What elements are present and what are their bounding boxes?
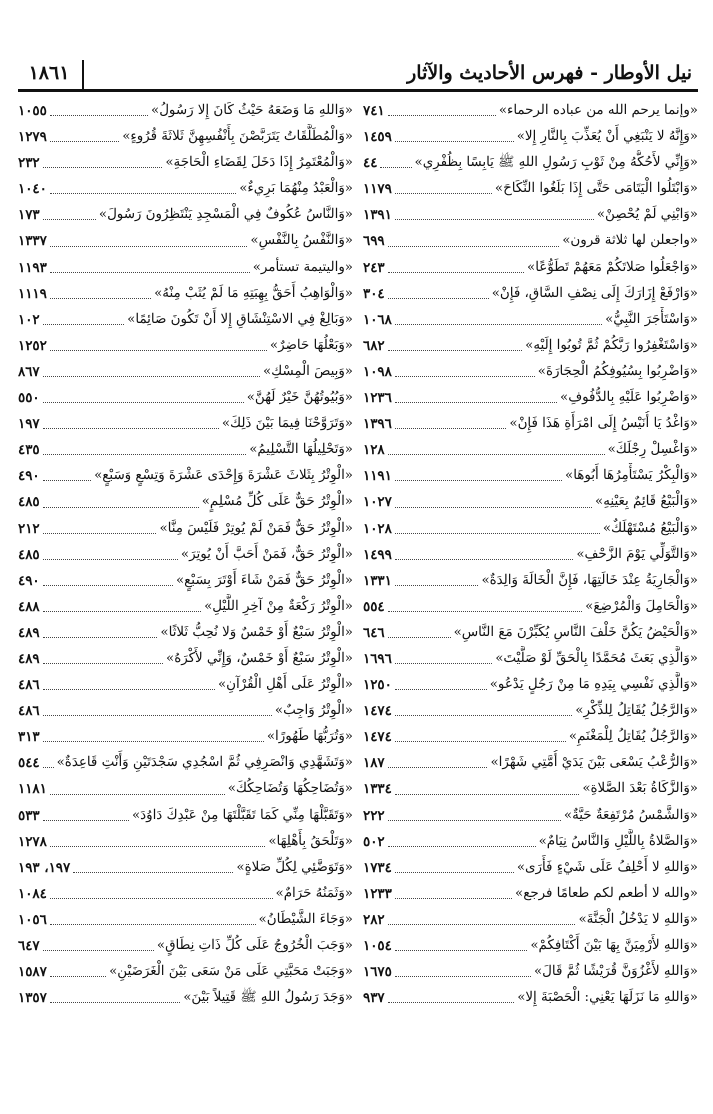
index-entry [363, 333, 698, 359]
page-header [18, 60, 696, 90]
dot-leader [50, 1001, 180, 1003]
index-entry [363, 411, 698, 437]
index-entry [18, 150, 353, 176]
dot-leader [50, 114, 148, 116]
dot-leader [50, 793, 225, 795]
index-entry [363, 437, 698, 463]
index-entry [363, 724, 698, 750]
hadith-reference-number: ١٣٣٧ [18, 233, 47, 250]
index-entry [18, 437, 353, 463]
index-entry [18, 594, 353, 620]
hadith-reference-number: ١٣٩٦ [363, 416, 392, 433]
hadith-text: «الْوِتْرُ حَقٌّ فَمَنْ لَمْ يُوتِرْ فَلَيْسَ مِنَّا» [159, 520, 353, 536]
index-entry [18, 98, 353, 124]
hadith-text: «وَتُضَاحِكُهَا وَتُضَاحِكُكَ» [227, 781, 353, 797]
index-entry [18, 202, 353, 228]
hadith-reference-number: ١٣٩١ [363, 207, 392, 224]
dot-leader [395, 871, 514, 873]
index-entry [363, 516, 698, 542]
hadith-reference-number: ٥٤٤ [18, 755, 40, 772]
hadith-reference-number: ١٥٨٧ [18, 964, 47, 981]
dot-leader [50, 349, 267, 351]
hadith-text: «وَارْفَعْ إِزَارَكَ إِلَى نِصْفِ السَّاقِ، فَإِنْ» [491, 285, 698, 301]
dot-leader [388, 819, 561, 821]
dot-leader [395, 506, 592, 508]
index-entry [18, 646, 353, 672]
hadith-text: «وَبَالِغْ فِي الاسْتِنْشَاقِ إِلا أَنْ تَكُونَ صَائِمًا» [127, 311, 353, 327]
dot-leader [43, 218, 96, 220]
dot-leader [395, 479, 562, 481]
index-entry [18, 881, 353, 907]
hadith-text: «وَالْوَاهِبُ أَحَقُّ بِهِبَتِهِ مَا لَمْ يُثَبْ مِنْهُ» [154, 285, 353, 301]
dot-leader [43, 610, 202, 612]
hadith-text: «وَالْعَبْدُ مِنْهُمَا بَرِيءٌ» [239, 181, 353, 197]
dot-leader [43, 636, 158, 638]
hadith-text: «الْوِتْرُ عَلَى أَهْلِ الْقُرْآنِ» [217, 677, 353, 693]
hadith-text: «وَاغْسِلْ رِجْلَكَ» [607, 442, 698, 458]
hadith-text: «الْوِتْرُ حَقٌّ، فَمَنْ أَحَبَّ أَنْ يُوتِرَ» [180, 546, 353, 562]
hadith-text: «وَاللهِ مَا وَضَعَهُ حَيْثُ كَانَ إِلا رَسُولُ» [151, 103, 353, 118]
dot-leader [388, 114, 496, 116]
hadith-text: «وَتُرَبُّهَا طَهُورًا» [266, 729, 353, 745]
index-entry [363, 150, 698, 176]
index-entry [363, 698, 698, 724]
hadith-reference-number: ١٩٧ [18, 416, 40, 433]
dot-leader [43, 453, 247, 455]
hadith-reference-number: ١٠٢ [18, 311, 40, 328]
hadith-text: «وَتَشَهَّدِي وَانْصَرِفِي ثُمَّ اسْجُدِي سَجْدَتَيْنِ وَأَنْتِ قَاعِدَةٌ» [56, 755, 353, 771]
hadith-text: «وَجَبَ الْخُرُوجُ عَلَى كُلِّ ذَاتِ نِطَاقٍ» [156, 938, 353, 953]
dot-leader [380, 166, 411, 168]
dot-leader [50, 297, 151, 299]
hadith-reference-number: ٤٩٠ [18, 468, 40, 485]
dot-leader [395, 401, 557, 403]
dot-leader [395, 558, 574, 560]
dot-leader [50, 845, 266, 847]
hadith-reference-number: ١٤٧٤ [363, 703, 392, 720]
hadith-reference-number: ١٢٣٦ [363, 390, 392, 407]
index-entry [18, 489, 353, 515]
hadith-text: «وَالَّذِي بَعَثَ مُحَمَّدًا بِالْحَقِّ لَوْ صَلَّيْتَ» [495, 650, 698, 666]
dot-leader [43, 375, 260, 377]
hadith-reference-number: ١٤٧٤ [363, 729, 392, 746]
dot-leader [43, 401, 244, 403]
hadith-reference-number: ٥٥٤ [363, 598, 385, 615]
index-entry [363, 829, 698, 855]
index-entry [363, 959, 698, 985]
dot-leader [388, 245, 560, 247]
dot-leader [50, 923, 256, 925]
hadith-reference-number: ٦٤٧ [18, 938, 40, 954]
page-number: ١٨٦١ [28, 62, 70, 84]
hadith-text: «وَإِنِّي لأَحُكُّهُ مِنْ ثَوْبِ رَسُولِ اللهِ ﷺ يَابِسًا بِظُفْرِي» [414, 155, 698, 171]
index-entry [363, 933, 698, 959]
index-entry [18, 724, 353, 750]
hadith-reference-number: ١٢٥٢ [18, 337, 47, 354]
hadith-reference-number: ١٣٣١ [363, 572, 392, 589]
hadith-text: «وَاسْتَغْفِرُوا رَبَّكُمْ ثُمَّ تُوبُوا إِلَيْهِ» [525, 337, 698, 353]
index-entry [18, 750, 353, 776]
hadith-reference-number: ١٣٣٤ [363, 781, 392, 798]
index-entry [18, 620, 353, 646]
dot-leader [388, 453, 605, 455]
dot-leader [43, 662, 163, 664]
hadith-reference-number: ٥٠٢ [363, 833, 385, 850]
hadith-reference-number: ١٠٨٤ [18, 885, 47, 902]
index-entry [363, 776, 698, 802]
hadith-reference-number: ١٧٣ [18, 207, 40, 224]
index-entry [363, 881, 698, 907]
dot-leader [388, 636, 451, 638]
dot-leader [395, 532, 600, 534]
hadith-reference-number: ٧٤١ [363, 103, 385, 119]
hadith-reference-number: ٩٣٧ [363, 990, 385, 1007]
hadith-text: «وَابْنِي لَمْ يُحْصِنْ» [596, 207, 698, 223]
hadith-text: «وَاضْرِبُوا بِسُيُوفِكُمُ الْحِجَارَةَ» [537, 363, 698, 379]
dot-leader [388, 766, 488, 768]
hadith-reference-number: ٢٨٢ [363, 911, 385, 928]
hadith-reference-number: ٢٣٢ [18, 155, 40, 172]
dot-leader [43, 584, 173, 586]
hadith-text: «وَالْحَامِلَ وَالْمُرْضِعَ» [585, 598, 698, 614]
hadith-text: «واجعلن لها ثلاثة قرون» [562, 233, 698, 249]
hadith-text: «وَاللهِ لأَغْزُوَنَّ قُرَيْشًا ثُمَّ قَالَ» [533, 964, 698, 980]
index-entry [18, 463, 353, 489]
hadith-text: «وَالتَّوَلِّي يَوْمَ الزَّحْفِ» [576, 546, 698, 562]
hadith-reference-number: ١٦٩٦ [363, 650, 392, 667]
dot-leader [395, 375, 535, 377]
index-entry [363, 176, 698, 202]
hadith-reference-number: ١١٩٣ [18, 259, 47, 276]
index-entry [18, 176, 353, 202]
index-entry [18, 385, 353, 411]
hadith-reference-number: ١٤٩٩ [363, 546, 392, 563]
dot-leader [388, 297, 489, 299]
hadith-reference-number: ٤٩٠ [18, 572, 40, 589]
hadith-reference-number: ١١٩١ [363, 468, 392, 485]
index-entry [363, 202, 698, 228]
index-entry [18, 855, 353, 881]
index-entry [363, 281, 698, 307]
index-entry [18, 255, 353, 281]
hadith-reference-number: ١٠٢٧ [363, 494, 392, 511]
hadith-reference-number: ١٠٢٨ [363, 520, 392, 537]
dot-leader [50, 975, 106, 977]
dot-leader [43, 532, 157, 534]
dot-leader [50, 192, 236, 194]
index-entry [363, 620, 698, 646]
right-column [363, 98, 698, 1011]
index-entry [18, 959, 353, 985]
dot-leader [43, 949, 154, 951]
hadith-reference-number: ١٧٣٤ [363, 859, 392, 876]
hadith-reference-number: ٤٨٥ [18, 494, 40, 511]
hadith-text: «وَتَلْحَقُ بِأَهْلِهَا» [268, 833, 353, 849]
dot-leader [395, 688, 487, 690]
index-entry [363, 463, 698, 489]
index-entry [363, 568, 698, 594]
dot-leader [388, 923, 576, 925]
dot-leader [388, 1001, 515, 1003]
index-entry [363, 98, 698, 124]
hadith-reference-number: ١٩٧، ١٩٣ [18, 859, 71, 876]
index-entry [18, 281, 353, 307]
dot-leader [395, 793, 580, 795]
hadith-text: «وَالرَّجُلُ يُقَاتِلُ لِلْمَغْنَمِ» [568, 729, 698, 745]
hadith-reference-number: ٢٢٢ [363, 807, 385, 824]
hadith-reference-number: ١٢٧٨ [18, 833, 47, 850]
hadith-text: «وَبِيصَ الْمِسْكِ» [262, 363, 353, 379]
dot-leader [73, 871, 233, 873]
hadith-text: «وَتَقَبَّلْهَا مِنِّي كَمَا تَقَبَّلْتَهَا مِنْ عَبْدِكَ دَاوُدَ» [131, 807, 353, 823]
dot-leader [43, 506, 199, 508]
hadith-text: «الْوِتْرُ حَقٌّ فَمَنْ شَاءَ أَوْتَرَ بِسَبْعٍ» [175, 572, 353, 588]
hadith-reference-number: ١٣٥٧ [18, 990, 47, 1007]
hadith-text: «وَتَحْلِيلُهَا التَّسْلِيمُ» [249, 442, 353, 458]
dot-leader [395, 897, 512, 899]
index-entry [363, 489, 698, 515]
hadith-reference-number: ٦٩٩ [363, 233, 385, 250]
dot-leader [43, 427, 219, 429]
index-entry [18, 829, 353, 855]
dot-leader [50, 271, 250, 273]
dot-leader [395, 740, 566, 742]
dot-leader [43, 166, 163, 168]
index-entry [18, 568, 353, 594]
hadith-reference-number: ٢٤٣ [363, 259, 385, 276]
hadith-text: «وَالْمُطَلَّقَاتُ يَتَرَبَّصْنَ بِأَنْفُسِهِنَّ ثَلاثَةَ قُرُوءٍ» [122, 129, 353, 145]
hadith-reference-number: ٦٤٦ [363, 624, 385, 641]
hadith-reference-number: ٤٤ [363, 155, 378, 172]
index-entry [18, 933, 353, 959]
hadith-reference-number: ١٠٩٨ [363, 363, 392, 380]
hadith-text: «وَاسْتَأْجَرَ النَّبِيُّ» [605, 311, 698, 327]
hadith-text: «وَثَمَنُهُ حَرَامٌ» [275, 885, 353, 901]
hadith-reference-number: ١٢٧٩ [18, 129, 47, 146]
hadith-reference-number: ١٢٨ [363, 442, 385, 459]
hadith-text: «وَالَّذِي نَفْسِي بِيَدِهِ مَا مِنْ رَجُلٍ يَدْعُو» [489, 677, 698, 693]
dot-leader [43, 323, 125, 325]
hadith-reference-number: ١٤٥٩ [363, 129, 392, 146]
hadith-reference-number: ٤٨٦ [18, 703, 40, 720]
index-entry [363, 985, 698, 1011]
hadith-text: «وَبَعْلُهَا حَاضِرٌ» [269, 337, 353, 353]
hadith-text: «وَاغْدُ يَا أُنَيْسُ إِلَى امْرَأَةِ هَذَا فَإِنْ» [509, 416, 698, 432]
hadith-text: «الْوِتْرُ رَكْعَةٌ مِنْ آخِرِ اللَّيْلِ» [204, 598, 353, 614]
hadith-text: «وَالْجَارِيَةُ عِنْدَ خَالَتِهَا، فَإِنَّ الْخَالَةَ وَالِدَةٌ» [481, 572, 698, 588]
hadith-text: «وَجَبَتْ مَحَبَّتِي عَلَى مَنْ سَعَى بَيْنَ الْغَرَضَيْنِ» [109, 964, 353, 980]
hadith-text: «وَاللهِ مَا نَزَلَهَا يَعْنِي: الْحَصْبَةَ إِلا» [517, 990, 698, 1006]
index-entry [18, 776, 353, 802]
index-entry [363, 359, 698, 385]
index-entry [363, 907, 698, 933]
index-entry [363, 750, 698, 776]
dot-leader [43, 688, 215, 690]
index-entry [363, 124, 698, 150]
hadith-text: «وَالرَّجُلُ يُقَاتِلُ لِلذِّكْرِ» [575, 703, 698, 719]
index-entry [363, 385, 698, 411]
dot-leader [395, 192, 492, 194]
hadith-reference-number: ٣١٣ [18, 729, 40, 746]
index-entry [18, 333, 353, 359]
index-entry [363, 594, 698, 620]
dot-leader [388, 349, 523, 351]
hadith-reference-number: ٤٨٩ [18, 650, 40, 667]
hadith-text: «الْوِتْرُ بِثَلاثَ عَشْرَةَ وَإِحْدَى عَشْرَةَ وَتِسْعٍ وَسَبْعٍ» [94, 468, 353, 484]
index-entry [18, 698, 353, 724]
hadith-text: «وَتَرَوَّحْنَا فِيمَا بَيْنَ ذَلِكَ» [221, 416, 353, 432]
index-entry [363, 855, 698, 881]
dot-leader [395, 218, 594, 220]
hadith-reference-number: ٤٨٦ [18, 677, 40, 694]
hadith-text: «وَالنَّفْسُ بِالنَّفْسِ» [250, 233, 353, 249]
hadith-text: «الْوِتْرُ سَبْعٌ أَوْ خَمْسٌ وَلا نُحِبُّ ثَلاثًا» [160, 624, 353, 640]
dot-leader [43, 479, 92, 481]
hadith-text: «وَالصَّلاةُ بِاللَّيْلِ وَالنَّاسُ نِيَامٌ» [538, 833, 698, 849]
hadith-reference-number: ١٠٥٤ [363, 938, 392, 954]
dot-leader [395, 975, 531, 977]
dot-leader [395, 140, 514, 142]
dot-leader [388, 845, 536, 847]
hadith-text: «وَالْبِكْرُ يَسْتَأْمِرُهَا أَبُوهَا» [565, 468, 698, 484]
hadith-reference-number: ٥٥٠ [18, 390, 40, 407]
hadith-text: «وَبُيُوتُهُنَّ خَيْرٌ لَهُنَّ» [246, 390, 353, 406]
index-entry [18, 228, 353, 254]
hadith-text: «الْوِتْرُ وَاجِبٌ» [274, 703, 353, 719]
index-entry [363, 228, 698, 254]
header-rule [18, 89, 698, 92]
hadith-text: «وإنما يرحم الله من عباده الرحماء» [498, 103, 698, 118]
hadith-text: «وَالْبَيْعُ مُسْتَهْلَكٌ» [602, 520, 698, 536]
hadith-text: «وَاللهِ لا أَحْلِفُ عَلَى شَيْءٍ فَأَرَى» [516, 859, 698, 875]
index-entry [18, 307, 353, 333]
hadith-text: «وَالْحَيْضُ يَكُنَّ خَلْفَ النَّاسِ يُكَبِّرْنَ مَعَ النَّاسِ» [453, 624, 698, 640]
index-entry [18, 124, 353, 150]
index-entry [363, 255, 698, 281]
dot-leader [395, 427, 507, 429]
index-entry [18, 359, 353, 385]
hadith-reference-number: ١١٨١ [18, 781, 47, 798]
dot-leader [395, 584, 479, 586]
index-entry [18, 985, 353, 1011]
hadith-reference-number: ١٢٣٣ [363, 885, 392, 902]
index-entry [363, 672, 698, 698]
dot-leader [388, 610, 583, 612]
hadith-text: «وَالنَّاسُ عُكُوفٌ فِي الْمَسْجِدِ يَنْتَظِرُونَ رَسُولَ» [98, 207, 353, 223]
hadith-text: «وَالرُّعْبُ يَسْعَى بَيْنَ يَدَيْ أُمَّتِي شَهْرًا» [490, 755, 698, 771]
hadith-text: «وَاضْرِبُوا عَلَيْهِ بِالدُّفُوفِ» [560, 390, 698, 406]
index-entry [363, 803, 698, 829]
hadith-text: «الْوِتْرُ حَقٌّ عَلَى كُلِّ مُسْلِمٍ» [201, 494, 353, 510]
dot-leader [50, 897, 273, 899]
hadith-reference-number: ٢١٢ [18, 520, 40, 537]
hadith-text: «وَالْمُعْتَمِرُ إِذَا دَخَلَ لِقَضَاءِ الْحَاجَةِ» [165, 155, 353, 171]
hadith-reference-number: ٤٨٥ [18, 546, 40, 563]
dot-leader [388, 271, 524, 273]
dot-leader [43, 740, 264, 742]
hadith-reference-number: ١٠٤٠ [18, 181, 47, 198]
dot-leader [395, 949, 528, 951]
dot-leader [43, 766, 54, 768]
index-entry [363, 542, 698, 568]
hadith-reference-number: ١٠٦٨ [363, 311, 392, 328]
hadith-text: «وَجَاءَ الشَّيْطَانُ» [258, 911, 353, 927]
dot-leader [43, 819, 129, 821]
hadith-reference-number: ٦٨٢ [363, 337, 385, 354]
hadith-text: «الْوِتْرُ سَبْعٌ أَوْ خَمْسٌ، وَإِنِّي لأَكْرَهُ» [166, 650, 353, 666]
hadith-text: «وَاللهِ لأَرْمِيَنَّ بِهَا بَيْنَ أَكْتَافِكُمْ» [530, 938, 698, 953]
hadith-reference-number: ٣٠٤ [363, 285, 385, 302]
index-entry [363, 307, 698, 333]
index-entry [18, 907, 353, 933]
hadith-text: «وَابْتَلُوا الْيَتَامَى حَتَّى إِذَا بَلَغُوا النِّكَاحَ» [494, 181, 698, 197]
dot-leader [43, 558, 178, 560]
hadith-text: «وَاجْعَلُوا صَلاتَكُمْ مَعَهُمْ تَطَوُّعًا» [527, 259, 698, 275]
hadith-text: «وَإِنَّهُ لا يَنْبَغِي أَنْ يُعَذِّبَ بِالنَّارِ إِلا» [516, 129, 698, 145]
hadith-text: «وَالشَّمْسُ مُرْتَفِعَةٌ حَيَّةٌ» [563, 807, 698, 823]
dot-leader [395, 714, 572, 716]
index-entry [18, 542, 353, 568]
hadith-reference-number: ١١٧٩ [363, 181, 392, 198]
hadith-reference-number: ٤٨٩ [18, 624, 40, 641]
dot-leader [395, 323, 602, 325]
dot-leader [50, 140, 119, 142]
left-column [18, 98, 353, 1011]
index-entry [363, 646, 698, 672]
index-entry [18, 411, 353, 437]
page-title: نيل الأوطار - فهرس الأحاديث والآثار [407, 62, 692, 84]
hadith-reference-number: ١٠٥٦ [18, 911, 47, 928]
hadith-reference-number: ١١١٩ [18, 285, 47, 302]
dot-leader [50, 245, 248, 247]
hadith-reference-number: ١٠٥٥ [18, 103, 47, 119]
hadith-reference-number: ٨٦٧ [18, 363, 40, 380]
hadith-text: «وَالْبَيْعُ قَائِمٌ بِعَيْنِهِ» [595, 494, 698, 510]
header-separator [82, 60, 84, 90]
hadith-reference-number: ١٦٧٥ [363, 964, 392, 981]
hadith-text: «وَالزَّكَاةُ بَعْدَ الصَّلاةِ» [582, 781, 698, 797]
hadith-reference-number: ٤٣٥ [18, 442, 40, 459]
index-entry [18, 516, 353, 542]
hadith-text: «وَتَوَضَّئِي لِكُلِّ صَلاةٍ» [236, 859, 353, 875]
hadith-reference-number: ١٢٥٠ [363, 677, 392, 694]
hadith-reference-number: ٥٣٣ [18, 807, 40, 824]
dot-leader [43, 714, 272, 716]
hadith-text: «وَجَدَ رَسُولُ اللهِ ﷺ قَتِيلاً بَيْنَ» [183, 990, 353, 1006]
dot-leader [395, 662, 492, 664]
index-entry [18, 803, 353, 829]
hadith-reference-number: ٤٨٨ [18, 598, 40, 615]
hadith-text: «وَاللهِ لا يَدْخُلُ الْجَنَّةَ» [578, 911, 698, 927]
hadith-text: «والله لا أطعم لكم طعامًا فرجع» [515, 885, 698, 901]
hadith-text: «واليتيمة تستأمر» [252, 259, 353, 275]
index-entry [18, 672, 353, 698]
hadith-reference-number: ١٨٧ [363, 755, 385, 772]
